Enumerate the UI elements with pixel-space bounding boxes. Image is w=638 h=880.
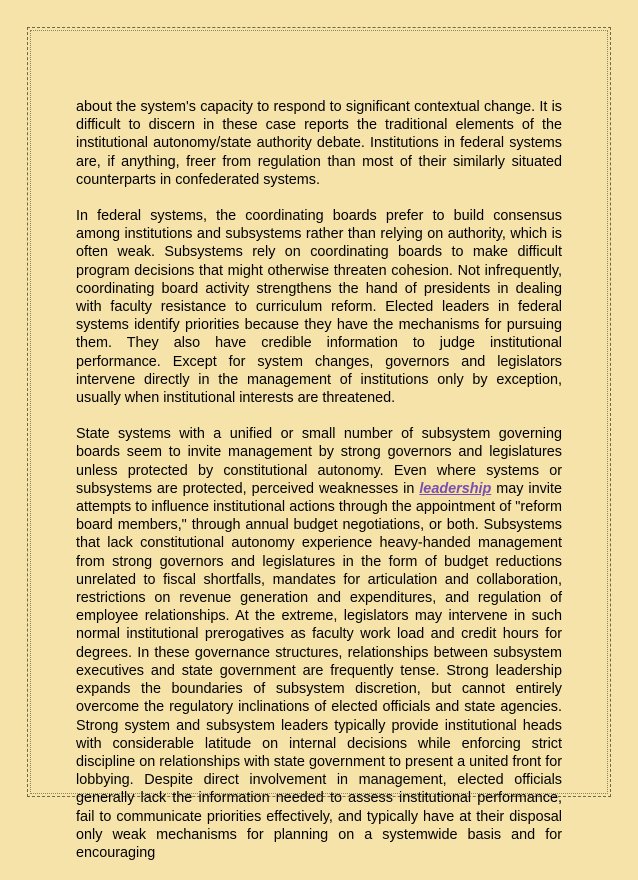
paragraph-1: about the system's capacity to respond to significant contextual change. It is difficult to discern in these case reports the traditional elements of the institutional autonomy/state authority debate. Institutions in federal systems are, if anything, freer from regulation than most of their similarly situated counterparts in confederated systems. (76, 99, 562, 188)
paragraph-2: In federal systems, the coordinating boards prefer to build consensus among institutions and subsystems rather than relying on authority, which is often weak. Subsystems rely on coordinating boards to make difficult program decisions that might otherwise threaten cohesion. Not infrequently, coordinating board activity strengthens the hand of presidents in dealing with faculty resistance to curriculum reform. Elected leaders in federal systems identify priorities because they have the mechanisms for pursuing them. They also have credible information to judge institutional performance. Except for system changes, governors and legislators intervene directly in the management of institutions only by exception, usually when institutional interests are threatened. (76, 208, 562, 407)
paragraph-3-start: State systems with a unified or small number of subsystem governing boards seem to invite management by strong governors and legislatures unless protected by constitutional autonomy. Even where systems or subsystems are protected, perceived weaknesses in (76, 426, 562, 497)
document-body (76, 98, 562, 880)
leadership-link[interactable]: leadership (419, 480, 492, 497)
paragraph-3 (76, 425, 562, 862)
paragraph-3-end: may invite attempts to influence institutional actions through the appointment of "reform board members," through annual budget negotiations, or both. Subsystems that lack constitutional autonomy experience heavy-handed management from strong governors and legislatures in the form of budget reductions unrelated to fiscal shortfalls, mandates for articulation and collaboration, restrictions on revenue generation and expenditures, and regulation of employee relationships. At the extreme, legislators may intervene in such normal institutional prerogatives as faculty work load and credit hours for degrees. In these governance structures, relationships between subsystem executives and state government are frequently tense. Strong leadership expands the boundaries of subsystem discretion, but cannot entirely overcome the regulatory inclinations of elected officials and state agencies. Strong system and subsystem leaders typically provide institutional heads with considerable latitude on internal decisions while enforcing strict discipline on relationships with state government to present a united front for lobbying. Despite direct involvement in management, elected officials generally lack the information needed to assess institutional performance, fail to communicate priorities effectively, and typically have at their disposal only weak mechanisms for planning on a systemwide basis and for encouraging (76, 480, 562, 861)
